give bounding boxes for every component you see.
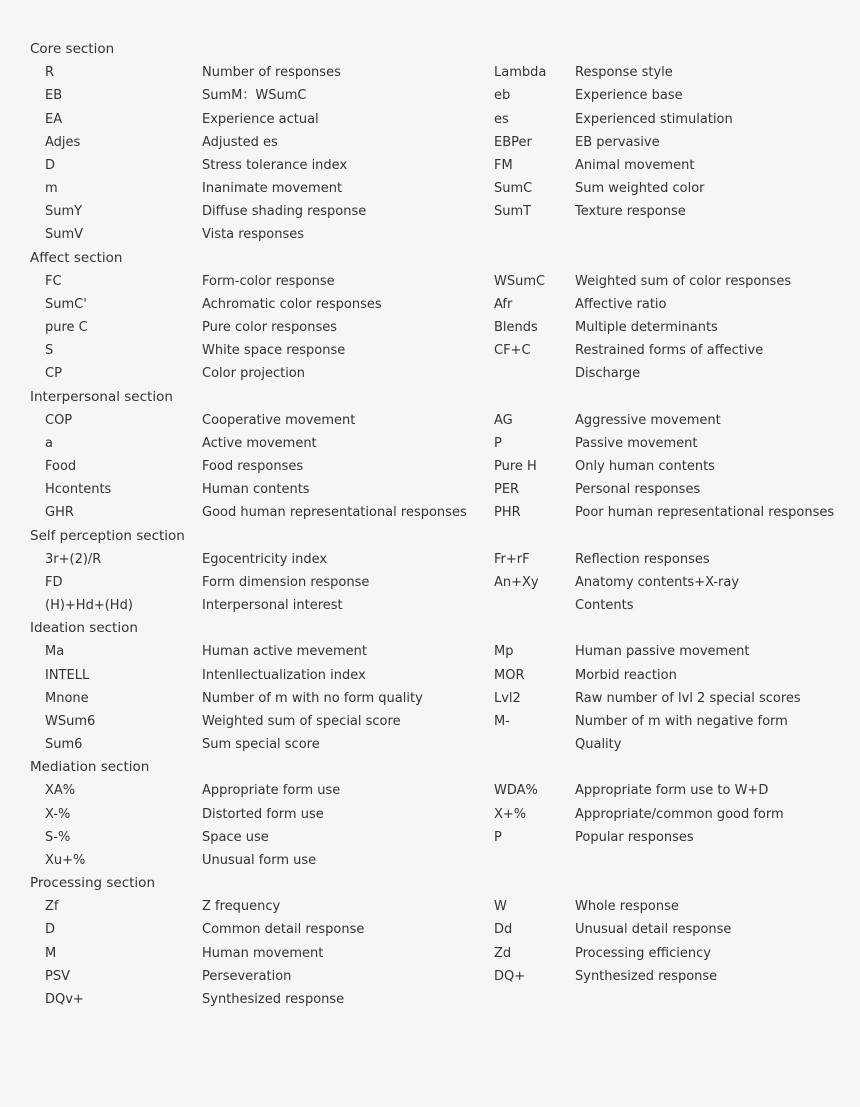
abbreviation-right-cell: P — [494, 435, 502, 451]
meaning-cell: Weighted sum of special score — [202, 713, 401, 729]
table-row — [0, 779, 860, 802]
meaning-right-cell: Weighted sum of color responses — [575, 273, 792, 289]
meaning-right-cell: Synthesized response — [575, 968, 718, 984]
meaning-right-cell: Experienced stimulation — [575, 111, 733, 127]
table-row — [0, 455, 860, 478]
table-row — [0, 710, 860, 733]
meaning-right-cell: Quality — [575, 737, 622, 753]
abbreviation-right-cell: PER — [494, 482, 520, 498]
abbreviation-cell: S — [45, 343, 54, 359]
meaning-right-cell: Aggressive movement — [575, 412, 721, 428]
abbreviation-right-cell: X+% — [494, 806, 527, 822]
meaning-cell: Form-color response — [202, 273, 335, 289]
meaning-cell: Good human representational responses — [202, 505, 467, 521]
abbreviation-cell: S-% — [45, 829, 71, 845]
abbreviation-cell: Xu+% — [45, 852, 86, 868]
section-title: Mediation section — [30, 759, 150, 776]
abbreviation-right-cell: CF+C — [494, 343, 531, 359]
abbreviation-cell: (H)+Hd+(Hd) — [45, 598, 133, 614]
meaning-right-cell: Popular responses — [575, 829, 694, 845]
meaning-cell: Vista responses — [202, 227, 305, 243]
table-row — [0, 965, 860, 988]
abbreviation-cell: WSum6 — [45, 713, 96, 729]
abbreviation-right-cell: An+Xy — [494, 574, 539, 590]
abbreviation-right-cell: Pure H — [494, 459, 537, 475]
abbreviation-cell: COP — [45, 412, 73, 428]
meaning-right-cell: Whole response — [575, 899, 679, 915]
meaning-cell: Form dimension response — [202, 574, 370, 590]
meaning-cell: Sum special score — [202, 737, 320, 753]
section-title: Processing section — [30, 875, 156, 892]
abbreviation-right-cell: P — [494, 829, 502, 845]
meaning-cell: Inanimate movement — [202, 181, 343, 197]
table-row — [0, 849, 860, 872]
table-row — [0, 571, 860, 594]
meaning-right-cell: Only human contents — [575, 459, 715, 475]
table-row — [0, 61, 860, 84]
meaning-cell: Appropriate form use — [202, 783, 341, 799]
abbreviation-right-cell: EBPer — [494, 134, 532, 150]
meaning-cell: Interpersonal interest — [202, 598, 343, 614]
abbreviation-cell: Adjes — [45, 134, 81, 150]
abbreviation-right-cell: FM — [494, 157, 513, 173]
table-row — [0, 826, 860, 849]
table-row — [0, 640, 860, 663]
abbreviation-cell: PSV — [45, 968, 70, 984]
section-title: Core section — [30, 41, 115, 57]
abbreviation-right-cell: AG — [494, 412, 513, 428]
abbreviation-right-cell: Fr+rF — [494, 551, 530, 567]
meaning-cell: Unusual form use — [202, 852, 317, 868]
meaning-right-cell: Anatomy contents+X-ray — [575, 574, 740, 590]
table-row — [0, 687, 860, 710]
table-row — [0, 942, 860, 965]
meaning-cell: Stress tolerance index — [202, 157, 348, 173]
table-row — [0, 895, 860, 918]
table-row — [0, 223, 860, 246]
meaning-right-cell: Poor human representational responses — [575, 505, 835, 521]
meaning-right-cell: Appropriate/common good form — [575, 806, 784, 822]
table-row — [0, 409, 860, 432]
abbreviation-cell: a — [45, 435, 53, 451]
meaning-right-cell: Texture response — [575, 204, 686, 220]
meaning-right-cell: Affective ratio — [575, 296, 667, 312]
abbreviation-right-cell: Blends — [494, 320, 538, 336]
abbreviation-right-cell: Mp — [494, 644, 514, 660]
abbreviation-right-cell: MOR — [494, 667, 525, 683]
abbreviation-right-cell: Zd — [494, 945, 512, 961]
abbreviation-cell: FD — [45, 574, 63, 590]
meaning-cell: Number of responses — [202, 65, 341, 81]
abbreviation-right-cell: WDA% — [494, 783, 538, 799]
meaning-right-cell: Morbid reaction — [575, 667, 677, 683]
abbreviation-cell: CP — [45, 366, 62, 382]
meaning-right-cell: Appropriate form use to W+D — [575, 783, 769, 799]
table-row — [0, 154, 860, 177]
abbreviation-cell: EA — [45, 111, 63, 127]
abbreviation-cell: GHR — [45, 505, 74, 521]
meaning-right-cell: Animal movement — [575, 157, 695, 173]
abbreviation-cell: Ma — [45, 644, 65, 660]
meaning-cell: Adjusted es — [202, 134, 278, 150]
table-row — [0, 918, 860, 941]
abbreviation-cell: 3r+(2)/R — [45, 551, 102, 567]
meaning-cell: SumM：WSumC — [202, 88, 307, 104]
meaning-cell: Diffuse shading response — [202, 204, 367, 220]
meaning-cell: Space use — [202, 829, 269, 845]
abbreviation-cell: D — [45, 157, 56, 173]
abbreviation-right-cell: WSumC — [494, 273, 546, 289]
meaning-cell: Perseveration — [202, 968, 292, 984]
abbreviation-cell: EB — [45, 88, 63, 104]
abbreviation-cell: FC — [45, 273, 62, 289]
meaning-right-cell: Response style — [575, 65, 673, 81]
meaning-cell: Experience actual — [202, 111, 319, 127]
table-row — [0, 803, 860, 826]
meaning-right-cell: Unusual detail response — [575, 922, 732, 938]
meaning-right-cell: Passive movement — [575, 435, 698, 451]
abbreviation-right-cell: DQ+ — [494, 968, 526, 984]
abbreviation-cell: R — [45, 65, 55, 81]
abbreviation-cell: D — [45, 922, 56, 938]
abbreviation-cell: Sum6 — [45, 737, 83, 753]
table-row — [0, 362, 860, 385]
meaning-cell: Intenllectualization index — [202, 667, 366, 683]
meaning-right-cell: Restrained forms of affective — [575, 343, 764, 359]
abbreviation-cell: X-% — [45, 806, 71, 822]
meaning-cell: Human contents — [202, 482, 310, 498]
meaning-cell: Color projection — [202, 366, 305, 382]
meaning-cell: White space response — [202, 343, 346, 359]
table-row — [0, 177, 860, 200]
abbreviation-cell: SumY — [45, 204, 83, 220]
abbreviation-right-cell: Afr — [494, 296, 513, 312]
abbreviation-cell: INTELL — [45, 667, 90, 683]
meaning-cell: Human active mevement — [202, 644, 368, 660]
meaning-right-cell: Sum weighted color — [575, 181, 705, 197]
table-row — [0, 432, 860, 455]
abbreviation-cell: m — [45, 181, 58, 197]
table-row — [0, 108, 860, 131]
abbreviation-right-cell: Lvl2 — [494, 690, 521, 706]
table-row — [0, 501, 860, 524]
abbreviation-cell: DQv+ — [45, 991, 84, 1007]
meaning-right-cell: Human passive movement — [575, 644, 750, 660]
meaning-right-cell: EB pervasive — [575, 134, 660, 150]
meaning-cell: Number of m with no form quality — [202, 690, 423, 706]
abbreviation-cell: XA% — [45, 783, 76, 799]
table-row — [0, 270, 860, 293]
meaning-right-cell: Raw number of lvl 2 special scores — [575, 690, 801, 706]
abbreviation-cell: SumC' — [45, 296, 87, 312]
abbreviation-right-cell: M- — [494, 713, 510, 729]
table-row — [0, 200, 860, 223]
section-title: Ideation section — [30, 620, 138, 637]
abbreviation-cell: Mnone — [45, 690, 89, 706]
meaning-cell: Food responses — [202, 459, 304, 475]
abbreviation-cell: M — [45, 945, 57, 961]
abbreviation-cell: Hcontents — [45, 482, 112, 498]
abbreviation-right-cell: es — [494, 111, 509, 127]
table-row — [0, 316, 860, 339]
meaning-right-cell: Personal responses — [575, 482, 701, 498]
table-row — [0, 988, 860, 1011]
meaning-right-cell: Processing efficiency — [575, 945, 711, 961]
abbreviation-cell: Zf — [45, 899, 59, 915]
meaning-right-cell: Number of m with negative form — [575, 713, 788, 729]
abbreviation-right-cell: PHR — [494, 505, 521, 521]
table-row — [0, 478, 860, 501]
abbreviation-right-cell: SumT — [494, 204, 532, 220]
meaning-cell: Achromatic color responses — [202, 296, 382, 312]
table-row — [0, 84, 860, 107]
meaning-cell: Active movement — [202, 435, 317, 451]
meaning-cell: Distorted form use — [202, 806, 324, 822]
table-row — [0, 664, 860, 687]
meaning-cell: Synthesized response — [202, 991, 345, 1007]
section-title: Self perception section — [30, 527, 185, 544]
meaning-right-cell: Discharge — [575, 366, 641, 382]
abbreviation-cell: Food — [45, 459, 77, 475]
abbreviation-right-cell: Lambda — [494, 65, 547, 81]
meaning-right-cell: Multiple determinants — [575, 320, 718, 336]
section-title: Interpersonal section — [30, 388, 173, 405]
table-row — [0, 548, 860, 571]
table-row — [0, 293, 860, 316]
section-title: Affect section — [30, 249, 123, 266]
table-row — [0, 594, 860, 617]
meaning-cell: Z frequency — [202, 899, 281, 915]
meaning-cell: Common detail response — [202, 922, 365, 938]
abbreviation-cell: SumV — [45, 227, 84, 243]
meaning-cell: Human movement — [202, 945, 324, 961]
abbreviation-right-cell: eb — [494, 88, 511, 104]
meaning-right-cell: Experience base — [575, 88, 683, 104]
table-row — [0, 733, 860, 756]
meaning-cell: Egocentricity index — [202, 551, 328, 567]
abbreviation-right-cell: W — [494, 899, 507, 915]
abbreviation-cell: pure C — [45, 320, 88, 336]
table-row — [0, 339, 860, 362]
table-row — [0, 131, 860, 154]
meaning-right-cell: Contents — [575, 598, 634, 614]
meaning-cell: Cooperative movement — [202, 412, 356, 428]
abbreviation-right-cell: Dd — [494, 922, 513, 938]
meaning-right-cell: Reflection responses — [575, 551, 710, 567]
meaning-cell: Pure color responses — [202, 320, 338, 336]
abbreviation-right-cell: SumC — [494, 181, 533, 197]
